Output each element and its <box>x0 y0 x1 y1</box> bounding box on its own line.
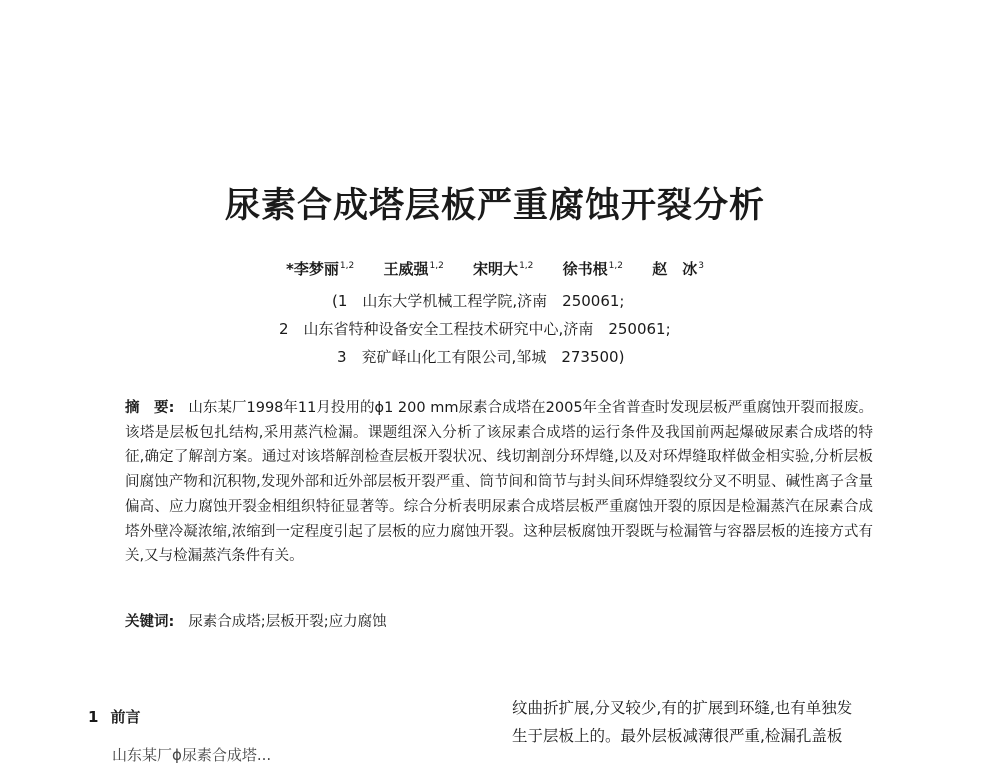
paper-title: 尿素合成塔层板严重腐蚀开裂分析 <box>224 186 765 226</box>
left-column-partial-line: 山东某厂ϕ尿素合成塔... <box>112 746 272 764</box>
author-3: 宋明大$^{1,2}$ <box>473 260 534 278</box>
abstract-label: 摘 要: <box>125 400 175 416</box>
abstract <box>125 396 873 569</box>
author-4: 徐书根$^{1,2}$ <box>562 260 623 278</box>
affiliation-3: 3 兖矿峄山化工有限公司,邹城 273500) <box>337 348 625 366</box>
author-1: *李梦丽$^{1,2}$ <box>286 260 355 278</box>
abstract-text: 山东某厂1998年11月投用的ϕ1 200 mm尿素合成塔在2005年全省普查时发现层板严重腐蚀开裂而报废。该塔是层板包扎结构,采用蒸汽检漏。课题组深入分析了该尿素合成塔的运行条件及我国前两起爆破尿素合成塔的特征,确定了解剖方案。通过对该塔解剖检查层板开裂状况、线切割剖分环焊缝,以及对环焊缝取样做金相实验,分析层板间腐蚀产物和沉积物,发现外部和近外部层板开裂严重、筒节间和筒节与封头间环焊缝裂纹分叉不明显、碱性离子含量偏高、应力腐蚀开裂金相组织特征显著等。综合分析表明尿素合成塔层板严重腐蚀开裂的原因是检漏蒸汽在尿素合成塔外壁冷凝浓缩,浓缩到一定程度引起了层板的应力腐蚀开裂。这种层板腐蚀开裂既与检漏管与容器层板的连接方式有关,又与检漏蒸汽条件有关。 <box>125 400 873 565</box>
section-heading-introduction <box>88 706 140 727</box>
keywords-text: 尿素合成塔;层板开裂;应力腐蚀 <box>188 614 387 630</box>
section-title: 前言 <box>110 708 141 726</box>
author-list <box>0 258 990 279</box>
keywords-label: 关键词: <box>125 614 175 630</box>
right-column-line-2: 生于层板上的。最外层板减薄很严重,检漏孔盖板 <box>512 727 843 745</box>
affiliation-2: 2 山东省特种设备安全工程技术研究中心,济南 250061; <box>279 320 671 338</box>
author-5: 赵 冰$^3$ <box>652 260 704 278</box>
author-2: 王威强$^{1,2}$ <box>383 260 444 278</box>
section-number: 1 <box>88 708 99 726</box>
right-column-text <box>512 694 912 750</box>
keywords <box>125 610 387 631</box>
affiliation-1: (1 山东大学机械工程学院,济南 250061; <box>332 292 625 310</box>
right-column-line-1: 纹曲折扩展,分叉较少,有的扩展到环缝,也有单独发 <box>512 699 853 717</box>
